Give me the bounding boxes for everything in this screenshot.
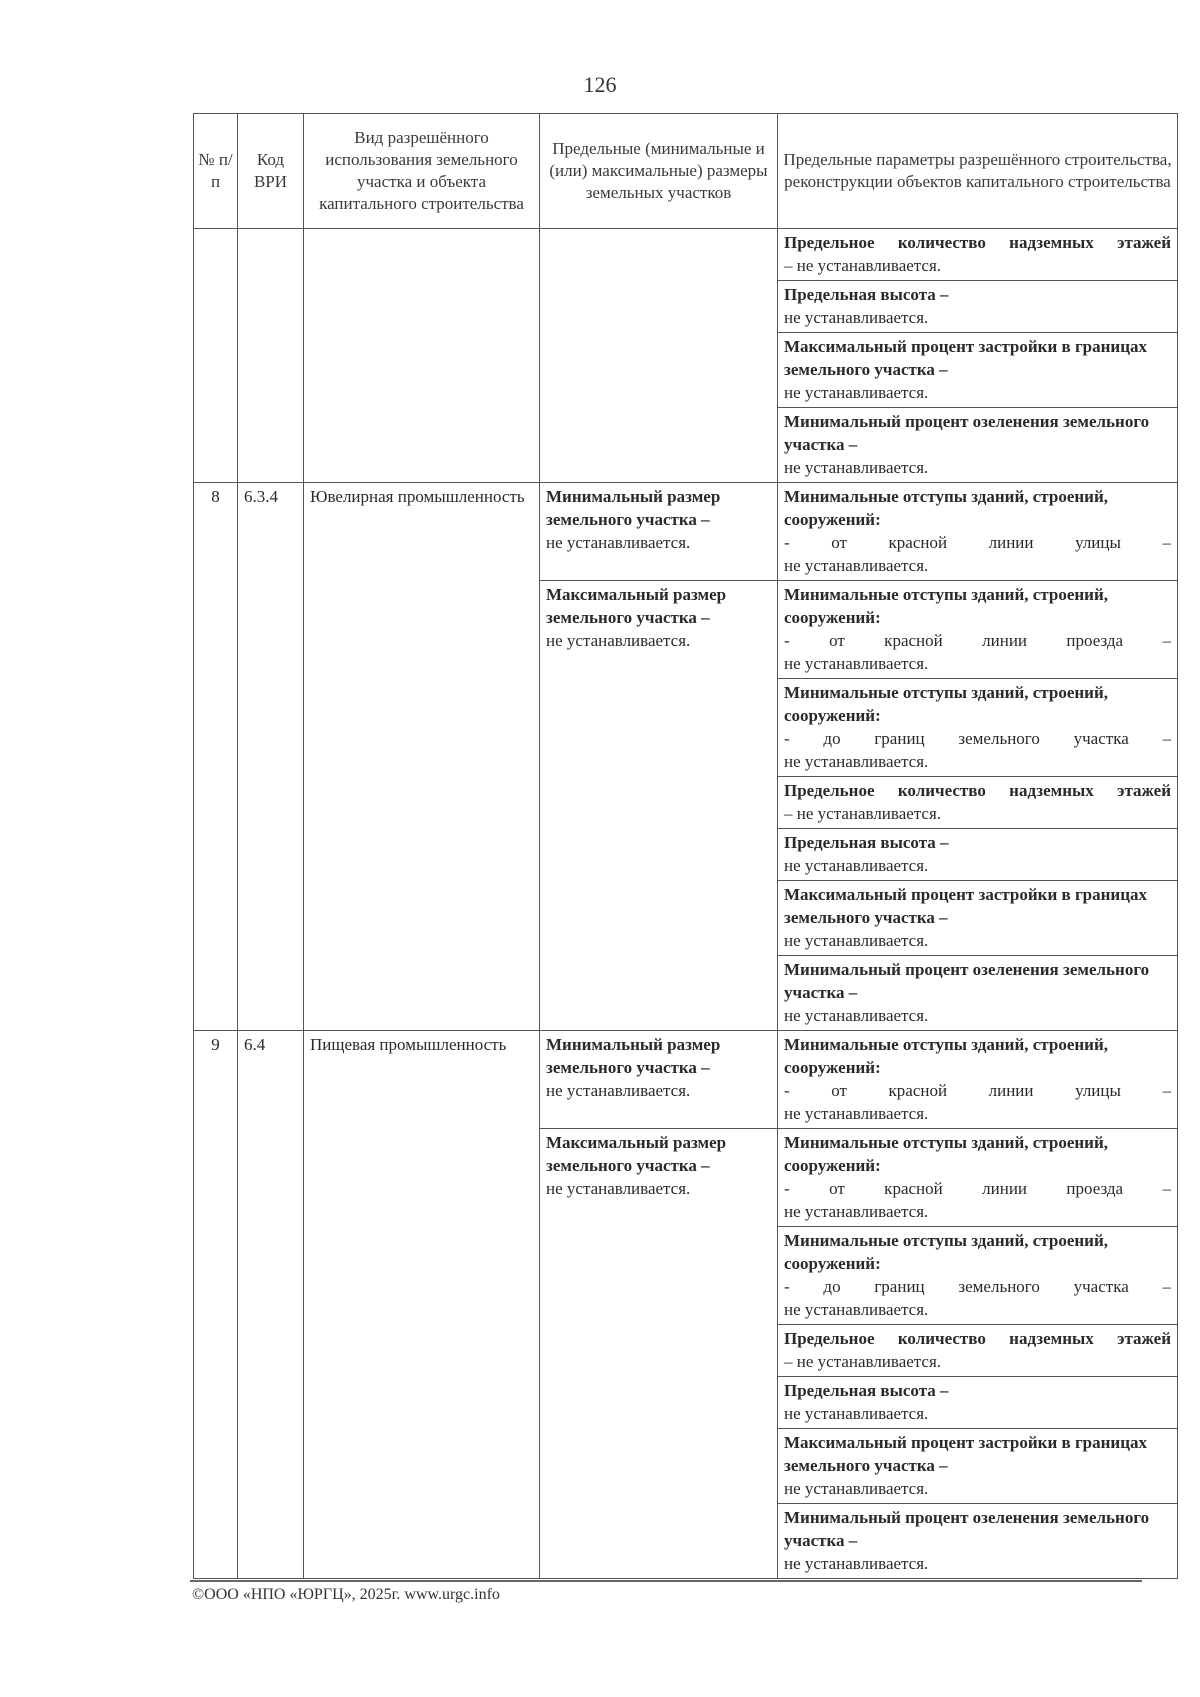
param-detail: - от красной линии проезда –	[784, 1179, 1171, 1198]
min-size-title: Минимальный размер земельного участка –	[546, 487, 721, 529]
param-cell	[778, 281, 1178, 333]
cell-num	[194, 229, 238, 483]
param-cell	[778, 483, 1178, 581]
param-cell	[778, 1429, 1178, 1504]
max-size-cell	[540, 1129, 778, 1579]
cell-code	[238, 229, 304, 483]
param-value: не устанавливается.	[784, 1006, 929, 1025]
param-value: не устанавливается.	[784, 1104, 929, 1123]
param-title: Минимальные отступы зданий, строений, сооружений:	[784, 487, 1109, 529]
table-header-row	[194, 114, 1178, 229]
param-title: Минимальные отступы зданий, строений, сооружений:	[784, 585, 1109, 627]
param-cell	[778, 229, 1178, 281]
param-value: не устанавливается.	[784, 654, 929, 673]
param-title: Минимальные отступы зданий, строений, сооружений:	[784, 683, 1109, 725]
param-title: Минимальный процент озеленения земельного участка –	[784, 1508, 1150, 1550]
param-value: не устанавливается.	[784, 1554, 929, 1573]
param-cell	[778, 1377, 1178, 1429]
header-sizes: Предельные (минимальные и (или) максимальные) размеры земельных участков	[540, 114, 778, 229]
param-title: Максимальный процент застройки в границах земельного участка –	[784, 1433, 1148, 1475]
param-title: Минимальные отступы зданий, строений, сооружений:	[784, 1035, 1109, 1077]
param-value: не устанавливается.	[784, 458, 929, 477]
param-cell	[778, 1031, 1178, 1129]
param-value: не устанавливается.	[784, 556, 929, 575]
param-cell	[778, 829, 1178, 881]
param-value: – не устанавливается.	[784, 256, 942, 275]
param-detail: - от красной линии улицы –	[784, 1081, 1171, 1100]
param-cell	[778, 956, 1178, 1031]
param-cell	[778, 679, 1178, 777]
param-value: не устанавливается.	[784, 383, 929, 402]
param-cell	[778, 1325, 1178, 1377]
header-code: Код ВРИ	[238, 114, 304, 229]
param-cell	[778, 881, 1178, 956]
row-type: Пищевая промышленность	[304, 1031, 540, 1579]
param-title: Минимальный процент озеленения земельного участка –	[784, 412, 1150, 454]
header-type: Вид разрешённого использования земельного участка и объекта капитального строительства	[304, 114, 540, 229]
param-title: Максимальный процент застройки в границах земельного участка –	[784, 885, 1148, 927]
param-value: не устанавливается.	[784, 931, 929, 950]
row-type: Ювелирная промышленность	[304, 483, 540, 1031]
header-num: № п/п	[194, 114, 238, 229]
param-title: Минимальные отступы зданий, строений, сооружений:	[784, 1133, 1109, 1175]
param-title: Предельная высота –	[784, 1381, 949, 1400]
min-size-cell	[540, 483, 778, 581]
max-size-value: не устанавливается.	[546, 1179, 691, 1198]
param-value: не устанавливается.	[784, 1202, 929, 1221]
param-value: не устанавливается.	[784, 1300, 929, 1319]
param-cell	[778, 408, 1178, 483]
min-size-cell	[540, 1031, 778, 1129]
footer-copyright: ©ООО «НПО «ЮРГЦ», 2025г. www.urgc.info	[192, 1586, 500, 1603]
footer-divider	[190, 1580, 1142, 1582]
param-detail: - от красной линии проезда –	[784, 631, 1171, 650]
table-row	[194, 1031, 1178, 1129]
min-size-value: не устанавливается.	[546, 533, 691, 552]
param-value: не устанавливается.	[784, 1479, 929, 1498]
param-value: не устанавливается.	[784, 856, 929, 875]
param-cell	[778, 1129, 1178, 1227]
param-value: не устанавливается.	[784, 752, 929, 771]
param-detail: - от красной линии улицы –	[784, 533, 1171, 552]
param-detail: - до границ земельного участка –	[784, 729, 1171, 748]
max-size-cell	[540, 581, 778, 1031]
param-title: Предельное количество надземных этажей	[784, 233, 1171, 252]
param-value: – не устанавливается.	[784, 804, 942, 823]
header-params: Предельные параметры разрешённого строительства, реконструкции объектов капитального строительства	[778, 114, 1178, 229]
min-size-title: Минимальный размер земельного участка –	[546, 1035, 721, 1077]
param-cell	[778, 777, 1178, 829]
param-title: Предельное количество надземных этажей	[784, 1329, 1171, 1348]
cell-type	[304, 229, 540, 483]
max-size-title: Максимальный размер земельного участка –	[546, 585, 727, 627]
cell-sizes	[540, 229, 778, 483]
carry-over-row	[194, 229, 1178, 281]
param-cell	[778, 333, 1178, 408]
param-title: Минимальные отступы зданий, строений, сооружений:	[784, 1231, 1109, 1273]
page-number: 126	[583, 72, 617, 97]
param-value: не устанавливается.	[784, 1404, 929, 1423]
param-title: Предельная высота –	[784, 285, 949, 304]
param-cell	[778, 1504, 1178, 1579]
max-size-title: Максимальный размер земельного участка –	[546, 1133, 727, 1175]
row-num: 9	[194, 1031, 238, 1579]
param-title: Предельное количество надземных этажей	[784, 781, 1171, 800]
param-title: Минимальный процент озеленения земельного участка –	[784, 960, 1150, 1002]
param-title: Максимальный процент застройки в границах земельного участка –	[784, 337, 1148, 379]
param-value: – не устанавливается.	[784, 1352, 942, 1371]
max-size-value: не устанавливается.	[546, 631, 691, 650]
table-row	[194, 483, 1178, 581]
param-cell	[778, 1227, 1178, 1325]
row-code: 6.4	[238, 1031, 304, 1579]
regulations-table	[193, 113, 1178, 1579]
param-detail: - до границ земельного участка –	[784, 1277, 1171, 1296]
min-size-value: не устанавливается.	[546, 1081, 691, 1100]
param-title: Предельная высота –	[784, 833, 949, 852]
param-cell	[778, 581, 1178, 679]
row-num: 8	[194, 483, 238, 1031]
param-value: не устанавливается.	[784, 308, 929, 327]
row-code: 6.3.4	[238, 483, 304, 1031]
